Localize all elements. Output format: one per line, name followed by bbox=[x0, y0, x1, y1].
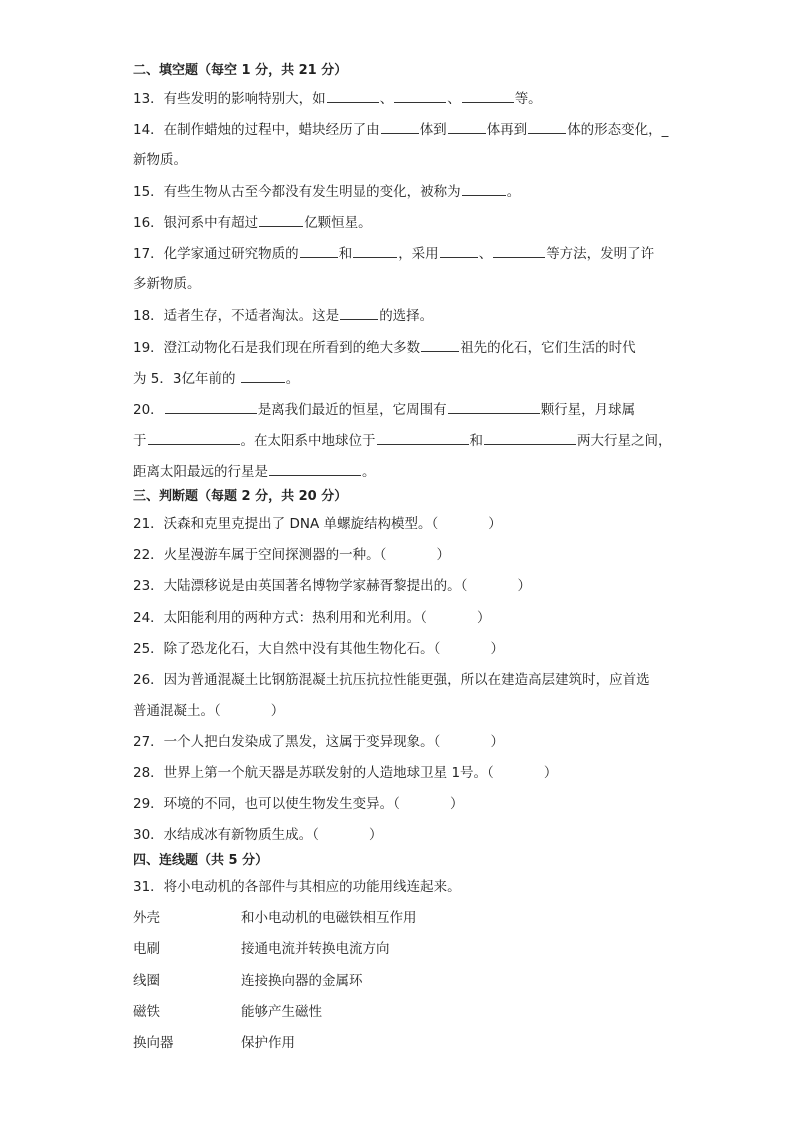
answer-blank[interactable] bbox=[353, 243, 397, 258]
answer-blank[interactable] bbox=[484, 430, 576, 445]
question-16: 16．银河系中有超过 亿颗恒星。 bbox=[133, 212, 372, 233]
question-14: 14．在制作蜡烛的过程中，蜡块经历了由 体到 体再到 体的形态变化，_ bbox=[133, 119, 668, 140]
section-fill-heading: 二、填空题（每空 1 分，共 21 分） bbox=[133, 63, 348, 78]
question-31: 31．将小电动机的各部件与其相应的功能用线连起来。 bbox=[133, 879, 461, 895]
match-right-item[interactable]: 接通电流并转换电流方向 bbox=[241, 941, 390, 957]
match-left-item[interactable]: 线圈 bbox=[133, 973, 160, 989]
question-26: 26．因为普通混凝土比钢筋混凝土抗压抗拉性能更强，所以在建造高层建筑时，应首选 bbox=[133, 672, 650, 688]
question-20-cont2: 距离太阳最远的行星是 。 bbox=[133, 461, 376, 482]
question-28: 28．世界上第一个航天器是苏联发射的人造地球卫星 1号。（ ） bbox=[133, 765, 558, 781]
question-25: 25．除了恐龙化石，大自然中没有其他生物化石。（ ） bbox=[133, 641, 504, 657]
match-right-item[interactable]: 连接换向器的金属环 bbox=[241, 973, 363, 989]
match-left-item[interactable]: 换向器 bbox=[133, 1035, 174, 1051]
match-right-item[interactable]: 和小电动机的电磁铁相互作用 bbox=[241, 910, 417, 926]
answer-blank[interactable] bbox=[327, 88, 379, 103]
question-17-cont: 多新物质。 bbox=[133, 276, 201, 292]
match-row bbox=[133, 939, 390, 959]
match-right-item[interactable]: 保护作用 bbox=[241, 1035, 295, 1051]
section-judge-heading: 三、判断题（每题 2 分，共 20 分） bbox=[133, 489, 348, 504]
question-13: 13．有些发明的影响特别大，如 、 、 等。 bbox=[133, 88, 542, 109]
answer-blank[interactable] bbox=[269, 461, 361, 476]
match-right-item[interactable]: 能够产生磁性 bbox=[241, 1004, 322, 1020]
answer-blank[interactable] bbox=[440, 243, 478, 258]
answer-blank[interactable] bbox=[462, 88, 514, 103]
match-row bbox=[133, 1033, 295, 1053]
question-26-cont: 普通混凝土。（ ） bbox=[133, 703, 285, 719]
match-left-item[interactable]: 磁铁 bbox=[133, 1004, 160, 1020]
answer-blank[interactable] bbox=[381, 119, 419, 134]
question-17: 17．化学家通过研究物质的 和 ，采用 、 等方法，发明了许 bbox=[133, 243, 654, 264]
match-left-item[interactable]: 电刷 bbox=[133, 941, 160, 957]
question-24: 24．太阳能利用的两种方式：热利用和光利用。（ ） bbox=[133, 610, 491, 626]
question-29: 29．环境的不同，也可以使生物发生变异。（ ） bbox=[133, 796, 464, 812]
answer-blank[interactable] bbox=[241, 368, 285, 383]
match-row bbox=[133, 971, 363, 991]
question-20-cont: 于 。在太阳系中地球位于 和 两大行星之间， bbox=[133, 430, 672, 451]
answer-blank[interactable] bbox=[421, 337, 459, 352]
answer-blank[interactable] bbox=[462, 181, 506, 196]
question-23: 23．大陆漂移说是由英国著名博物学家赫胥黎提出的。（ ） bbox=[133, 578, 531, 594]
answer-blank[interactable] bbox=[394, 88, 446, 103]
question-30: 30．水结成冰有新物质生成。（ ） bbox=[133, 827, 383, 843]
answer-blank[interactable] bbox=[165, 399, 257, 414]
question-18: 18．适者生存，不适者淘汰。这是 的选择。 bbox=[133, 305, 433, 326]
answer-blank[interactable] bbox=[448, 119, 486, 134]
answer-blank[interactable] bbox=[259, 212, 303, 227]
question-15: 15．有些生物从古至今都没有发生明显的变化，被称为 。 bbox=[133, 181, 520, 202]
question-21: 21．沃森和克里克提出了 DNA 单螺旋结构模型。（ ） bbox=[133, 516, 502, 532]
section-match-heading: 四、连线题（共 5 分） bbox=[133, 853, 269, 868]
match-row bbox=[133, 1002, 322, 1022]
answer-blank[interactable] bbox=[493, 243, 545, 258]
question-22: 22．火星漫游车属于空间探测器的一种。（ ） bbox=[133, 547, 450, 563]
question-27: 27．一个人把白发染成了黑发，这属于变异现象。（ ） bbox=[133, 734, 504, 750]
answer-blank[interactable] bbox=[377, 430, 469, 445]
answer-blank[interactable] bbox=[528, 119, 566, 134]
answer-blank[interactable] bbox=[148, 430, 240, 445]
match-row bbox=[133, 908, 417, 928]
question-19-cont: 为 5．3亿年前的 。 bbox=[133, 368, 299, 389]
answer-blank[interactable] bbox=[300, 243, 338, 258]
question-20: 20． 是离我们最近的恒星，它周围有 颗行星，月球属 bbox=[133, 399, 635, 420]
answer-blank[interactable] bbox=[340, 305, 378, 320]
answer-blank[interactable] bbox=[448, 399, 540, 414]
question-14-cont: 新物质。 bbox=[133, 152, 187, 168]
match-left-item[interactable]: 外壳 bbox=[133, 910, 160, 926]
question-19: 19．澄江动物化石是我们现在所看到的绝大多数 祖先的化石，它们生活的时代 bbox=[133, 337, 636, 358]
